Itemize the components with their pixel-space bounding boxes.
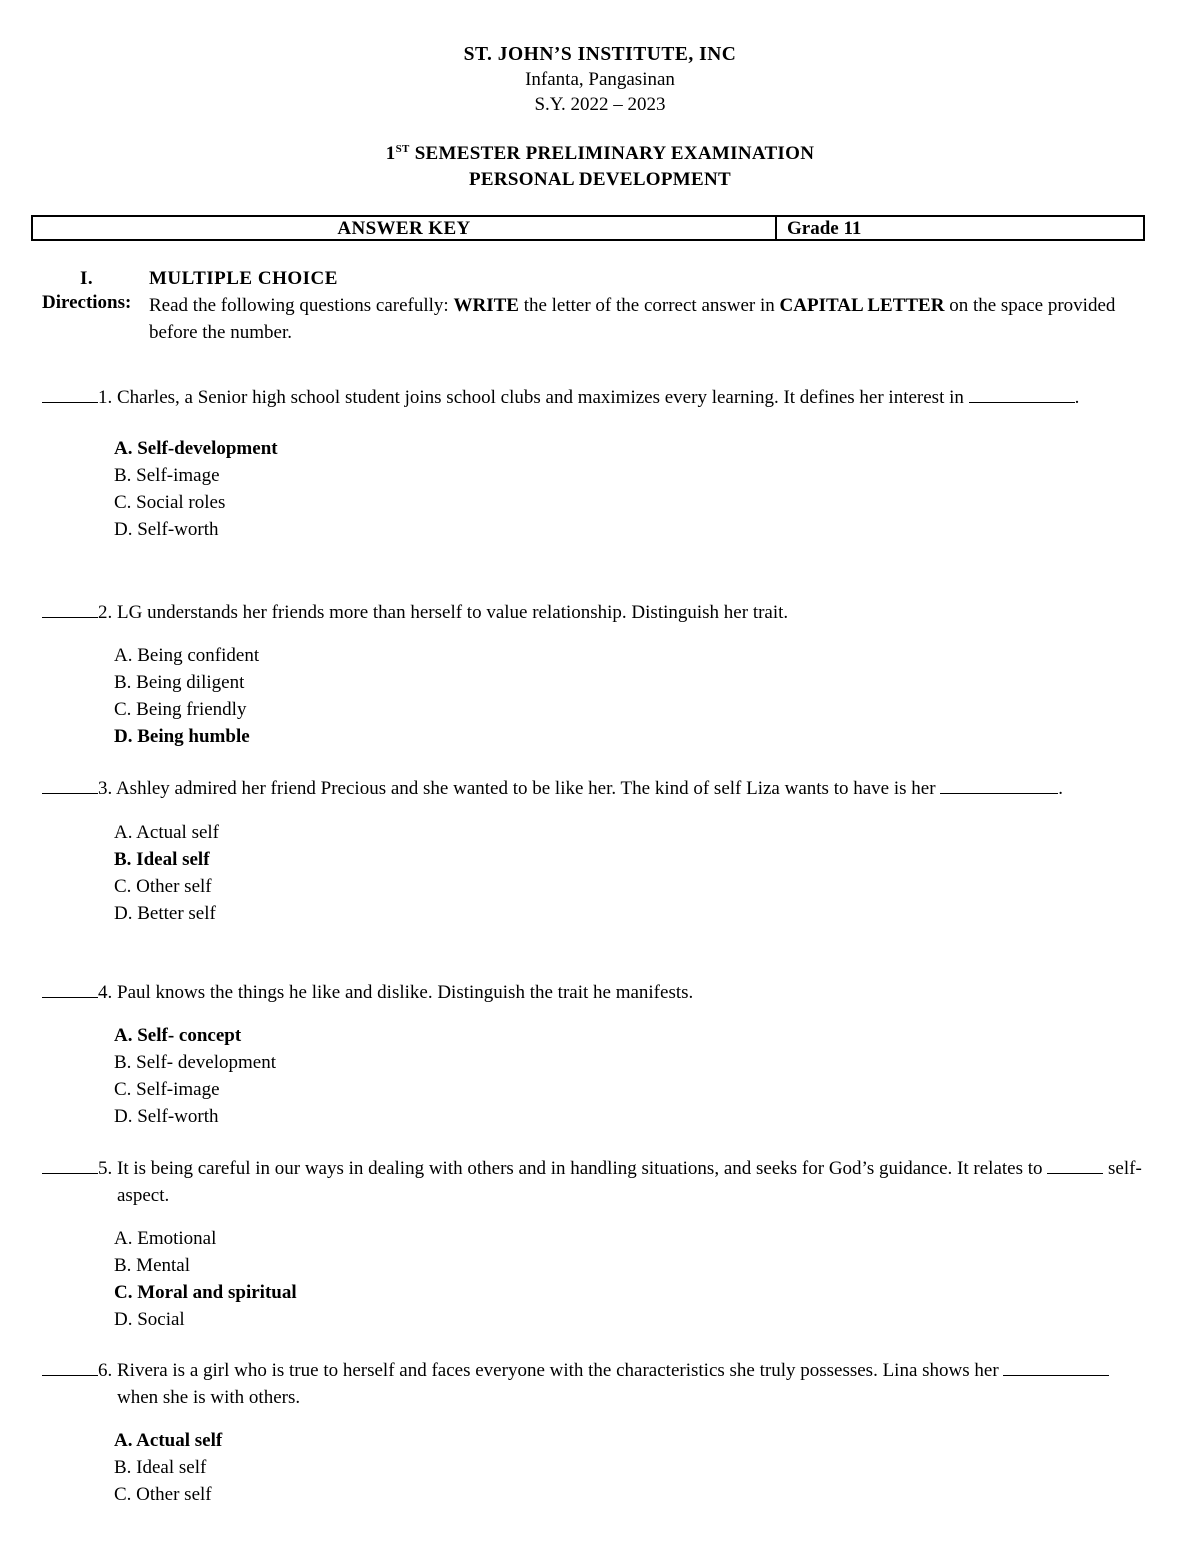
exam-subject: PERSONAL DEVELOPMENT — [468, 169, 731, 190]
question-text-end: when she is with others. — [117, 1387, 301, 1408]
question-5 — [42, 1155, 1154, 1333]
option-list — [114, 435, 1154, 543]
question-text-end: self-aspect. — [117, 1158, 1142, 1206]
option-b: B. Ideal self — [114, 1457, 207, 1478]
exam-title — [0, 141, 1200, 193]
section-number: I. — [80, 268, 94, 289]
question-stem — [42, 979, 1154, 1006]
exam-name: SEMESTER PRELIMINARY EXAMINATION — [409, 143, 815, 164]
document-header — [0, 42, 1200, 117]
question-stem — [42, 775, 1154, 802]
answer-blank[interactable] — [42, 1358, 98, 1376]
question-text-end: . — [1074, 387, 1080, 408]
semester-ordinal: 1 — [385, 143, 396, 164]
section-heading — [80, 268, 338, 291]
answer-blank[interactable] — [42, 600, 98, 618]
option-list — [114, 1427, 1154, 1508]
question-text-end: . — [1058, 778, 1064, 799]
option-b: B. Self-image — [114, 465, 220, 486]
option-b: B. Mental — [114, 1255, 190, 1276]
fill-in-blank — [1003, 1358, 1109, 1376]
question-text: LG understands her friends more than herself to value relationship. Distinguish her trait. — [112, 602, 789, 623]
question-number: 2. — [98, 602, 113, 623]
question-4 — [42, 979, 1154, 1130]
directions-text — [149, 292, 1152, 346]
question-stem — [42, 384, 1154, 411]
option-b-correct: B. Ideal self — [114, 849, 210, 870]
option-c: C. Social roles — [114, 492, 226, 513]
option-d: D. Self-worth — [114, 1106, 219, 1127]
option-a-correct: A. Actual self — [114, 1430, 223, 1451]
answer-blank[interactable] — [42, 1156, 98, 1174]
directions-part: on the space provided before the number. — [149, 295, 1116, 343]
semester-ordinal-suffix: ST — [395, 143, 410, 155]
directions-part: Read the following questions carefully: — [149, 295, 454, 316]
directions-part: the letter of the correct answer in — [518, 295, 780, 316]
question-text: Rivera is a girl who is true to herself and faces everyone with the characteristics she truly possesses. Lina shows her — [112, 1360, 1004, 1381]
option-list — [114, 1022, 1154, 1130]
option-d: D. Social — [114, 1309, 185, 1330]
question-stem — [42, 1357, 1154, 1411]
directions-block — [42, 292, 1152, 346]
school-name: ST. JOHN’S INSTITUTE, INC — [463, 44, 737, 65]
option-a: A. Emotional — [114, 1228, 217, 1249]
option-list — [114, 1225, 1154, 1333]
option-c: C. Other self — [114, 876, 212, 897]
option-c: C. Being friendly — [114, 699, 247, 720]
question-6 — [42, 1357, 1154, 1508]
option-c: C. Other self — [114, 1484, 212, 1505]
grade-label: Grade 11 — [787, 218, 862, 239]
question-number: 3. — [98, 778, 113, 799]
directions-emphasis-capital: CAPITAL LETTER — [779, 295, 945, 316]
directions-label: Directions: — [42, 292, 132, 313]
fill-in-blank — [1047, 1156, 1103, 1174]
question-number: 5. — [98, 1158, 113, 1179]
option-list — [114, 642, 1154, 750]
section-title: MULTIPLE CHOICE — [149, 268, 338, 289]
option-d-correct: D. Being humble — [114, 726, 250, 747]
answer-blank[interactable] — [42, 385, 98, 403]
option-a: A. Actual self — [114, 822, 220, 843]
option-c: C. Self-image — [114, 1079, 220, 1100]
fill-in-blank — [969, 385, 1075, 403]
option-d: D. Better self — [114, 903, 216, 924]
directions-emphasis-write: WRITE — [453, 295, 519, 316]
question-2 — [42, 599, 1154, 750]
answer-blank[interactable] — [42, 776, 98, 794]
exam-title-line — [0, 141, 1200, 167]
question-1 — [42, 384, 1154, 543]
question-stem — [42, 599, 1154, 626]
school-year: S.Y. 2022 – 2023 — [534, 94, 666, 115]
option-a-correct: A. Self- concept — [114, 1025, 242, 1046]
question-text: Paul knows the things he like and dislike. Distinguish the trait he manifests. — [112, 982, 694, 1003]
question-text: Charles, a Senior high school student joins school clubs and maximizes every learning. It defines her interest in — [112, 387, 969, 408]
question-text: Ashley admired her friend Precious and she wanted to be like her. The kind of self Liza wants to have is her — [112, 778, 941, 799]
answer-key-box — [31, 215, 1145, 241]
option-a-correct: A. Self-development — [114, 438, 278, 459]
question-stem — [42, 1155, 1154, 1209]
question-text: It is being careful in our ways in dealing with others and in handling situations, and seeks for God’s guidance. It relates to — [112, 1158, 1048, 1179]
question-number: 1. — [98, 387, 113, 408]
question-3 — [42, 775, 1154, 927]
option-c-correct: C. Moral and spiritual — [114, 1282, 297, 1303]
fill-in-blank — [940, 776, 1058, 794]
answer-blank[interactable] — [42, 980, 98, 998]
option-d: D. Self-worth — [114, 519, 219, 540]
option-a: A. Being confident — [114, 645, 260, 666]
question-number: 6. — [98, 1360, 113, 1381]
school-location: Infanta, Pangasinan — [525, 69, 675, 90]
option-b: B. Being diligent — [114, 672, 245, 693]
answer-key-label: ANSWER KEY — [33, 217, 777, 239]
option-b: B. Self- development — [114, 1052, 276, 1073]
option-list — [114, 819, 1154, 927]
question-number: 4. — [98, 982, 113, 1003]
